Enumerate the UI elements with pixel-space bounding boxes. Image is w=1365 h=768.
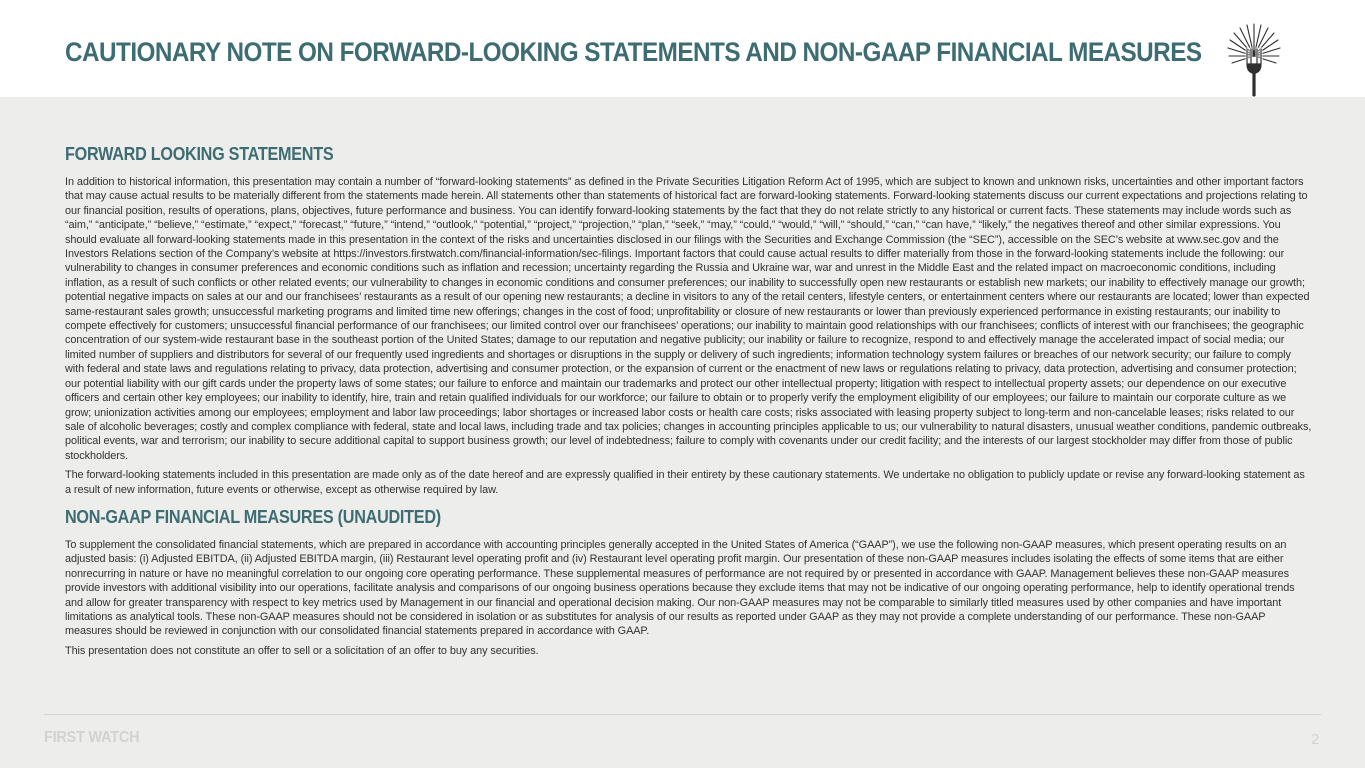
footer-divider bbox=[44, 714, 1321, 715]
footer-brand: FIRST WATCH bbox=[44, 729, 140, 746]
non-gaap-paragraph: To supplement the consolidated financial statements, which are prepared in accordance with accounting principles generally accepted in the United States of America (“GAAP”), we use the following non-GAAP measures, which present operating results on an adjusted basis: (i) Adjusted EBITDA, (ii) Adjusted EBITDA margin, (iii) Restaurant level operating profit and (iv) Restaurant level operating profit margin. Our presentation of these non-GAAP measures includes isolating the effects of some items that are either nonrecurring in nature or have no meaningful correlation to our ongoing core operating performance. These supplemental measures of performance are not required by or presented in accordance with GAAP. Management believes these non-GAAP measures provide investors with additional visibility into our operations, facilitate analysis and comparisons of our ongoing business operations because they exclude items that may not be indicative of our ongoing operating performance, help to identify operational trends and allow for greater transparency with respect to key metrics used by Management in our financial and operational decision making. Our non-GAAP measures may not be comparable to similarly titled measures used by other companies and have important limitations as analytical tools. These non-GAAP measures should not be considered in isolation or as substitutes for analysis of our results as reported under GAAP as they may not provide a complete understanding of our performance. These non-GAAP measures should be reviewed in conjunction with our consolidated financial statements prepared in accordance with GAAP. bbox=[65, 538, 1295, 638]
offer-disclaimer-paragraph: This presentation does not constitute an offer to sell or a solicitation of an offer to buy any securities. bbox=[65, 644, 539, 657]
slide-header bbox=[0, 0, 1365, 97]
section-heading-forward-looking: FORWARD LOOKING STATEMENTS bbox=[65, 144, 334, 164]
page-title: CAUTIONARY NOTE ON FORWARD-LOOKING STATEMENTS AND NON-GAAP FINANCIAL MEASURES bbox=[65, 37, 1202, 67]
section-heading-non-gaap: NON-GAAP FINANCIAL MEASURES (UNAUDITED) bbox=[65, 506, 441, 527]
page-number: 2 bbox=[1311, 731, 1320, 748]
forward-looking-qualifier-paragraph: The forward-looking statements included in this presentation are made only as of the date hereof and are expressly qualified in their entirety by these cautionary statements. We undertake no obligation to publicly update or revise any forward-looking statement as a result of new information, future events or otherwise, except as otherwise required by law. bbox=[65, 469, 1305, 496]
fork-sunburst-icon bbox=[1225, 18, 1283, 100]
forward-looking-paragraph: In addition to historical information, this presentation may contain a number of “forward-looking statements” as defined in the Private Securities Litigation Reform Act of 1995, which are subject to known and unknown risks, uncertainties and other important factors that may cause actual results to be materially different from the statements made herein. All statements other than statements of historical fact are forward-looking statements. Forward-looking statements discuss our current expectations and projections relating to our financial position, results of operations, plans, objectives, future performance and business. You can identify forward-looking statements by the fact that they do not relate strictly to any historical or current facts. These statements may include words such as “aim,” “anticipate,” “believe,” “estimate,” “expect,” “forecast,” “future,” “intend,” “outlook,” “potential,” “project,” “projection,” “plan,” “seek,” “may,” “could,” “would,” “will,” “should,” “can,” “can have,” “likely,” the negatives thereof and other similar expressions. You should evaluate all forward-looking statements made in this presentation in the context of the risks and uncertainties disclosed in our filings with the Securities and Exchange Commission (the “SEC”), accessible on the SEC’s website at www.sec.gov and the Investors Relations section of the Company’s website at https://investors.firstwatch.com/financial-information/sec-filings. Important factors that could cause actual results to differ materially from those in the forward-looking statements include the following: our vulnerability to changes in consumer preferences and economic conditions such as inflation and recession; uncertainty regarding the Russia and Ukraine war, war and unrest in the Middle East and the related impact on macroeconomic conditions, including inflation, as a result of such conflicts or other related events; our vulnerability to changes in economic conditions and consumer preferences; our inability to successfully open new restaurants or establish new markets; our inability to effectively manage our growth; potential negative impacts on sales at our and our franchisees’ restaurants as a result of our opening new restaurants; a decline in visitors to any of the retail centers, lifestyle centers, or entertainment centers where our restaurants are located; lower than expected same-restaurant sales growth; unsuccessful marketing programs and limited time new offerings; changes in the cost of food; unprofitability or closure of new restaurants or lower than previously experienced performance in existing restaurants; our inability to compete effectively for customers; unsuccessful financial performance of our franchisees; our limited control over our franchisees’ operations; our inability to maintain good relationships with our franchisees; conflicts of interest with our franchisees; the geographic concentration of our system-wide restaurant base in the southeast portion of the United States; damage to our reputation and negative publicity; our inability or failure to recognize, respond to and effectively manage the accelerated impact of social media; our limited number of suppliers and distributors for several of our frequently used ingredients and shortages or disruptions in the supply or delivery of such ingredients; information technology system failures or breaches of our network security; our failure to comply with federal and state laws and regulations relating to privacy, data protection, advertising and consumer protection, or the expansion of current or the enactment of new laws or regulations relating to privacy, data protection, advertising and consumer protection; our potential liability with our gift cards under the property laws of some states; our failure to enforce and maintain our trademarks and protect our other intellectual property; litigation with respect to intellectual property assets; our dependence on our executive officers and certain other key employees; our inability to identify, hire, train and retain qualified individuals for our workforce; our failure to obtain or to properly verify the employment eligibility of our employees; our failure to maintain our corporate culture as we grow; unionization activities among our employees; employment and labor law proceedings; labor shortages or increased labor costs or health care costs; risks associated with leasing property subject to long-term and non-cancelable leases; risks related to our sale of alcoholic beverages; costly and complex compliance with federal, state and local laws, including trade and tax policies; changes in accounting principles applicable to us; our vulnerability to natural disasters, unusual weather conditions, pandemic outbreaks, political events, war and terrorism; our inability to secure additional capital to support business growth; our level of indebtedness; failure to comply with covenants under our credit facility; and the interests of our largest stockholder may differ from those of public stockholders. bbox=[65, 176, 1312, 462]
disclaimer-content bbox=[65, 144, 1312, 663]
